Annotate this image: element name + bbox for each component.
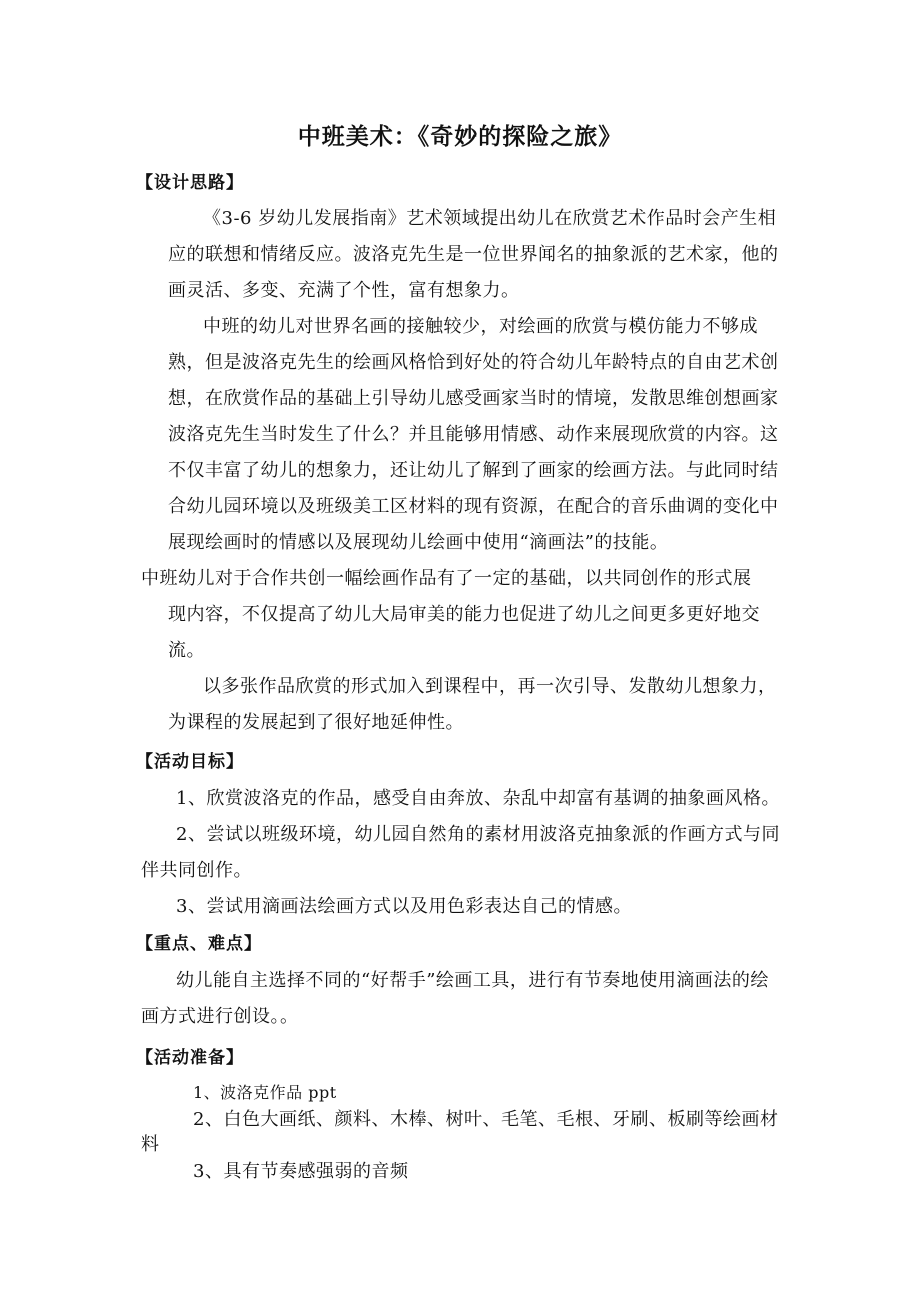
document-title: 中班美术：《奇妙的探险之旅》	[297, 124, 623, 150]
prep-line: 3、具有节奏感强弱的音频	[193, 1161, 409, 1182]
design-line: 熟，但是波洛克先生的绘画风格恰到好处的符合幼儿年龄特点的自由艺术创	[168, 352, 779, 373]
prep-line: 1、波洛克作品 ppt	[193, 1083, 337, 1102]
design-line: 不仅丰富了幼儿的想象力，还让幼儿了解到了画家的绘画方法。与此同时结	[168, 460, 779, 481]
design-line: 应的联想和情绪反应。波洛克先生是一位世界闻名的抽象派的艺术家，他的	[168, 244, 779, 265]
design-line: 画灵活、多变、充满了个性，富有想象力。	[168, 280, 520, 301]
goals-line: 伴共同创作。	[141, 860, 252, 881]
prep-line: 料	[141, 1134, 160, 1155]
design-line: 以多张作品欣赏的形式加入到课程中，再一次引导、发散幼儿想象力，	[203, 676, 777, 697]
design-line: 想，在欣赏作品的基础上引导幼儿感受画家当时的情境，发散思维创想画家	[168, 388, 779, 409]
focus-line: 幼儿能自主选择不同的“好帮手”绘画工具，进行有节奏地使用滴画法的绘	[176, 970, 769, 991]
design-line: 《3-6 岁幼儿发展指南》艺术领域提出幼儿在欣赏艺术作品时会产生相	[203, 208, 777, 229]
design-line: 中班的幼儿对世界名画的接触较少，对绘画的欣赏与模仿能力不够成	[203, 316, 758, 337]
design-line: 现内容，不仅提高了幼儿大局审美的能力也促进了幼儿之间更多更好地交	[168, 604, 760, 625]
goals-line: 2、尝试以班级环境，幼儿园自然角的素材用波洛克抽象派的作画方式与同	[176, 824, 780, 845]
design-line: 流。	[168, 640, 205, 661]
design-line: 展现绘画时的情感以及展现幼儿绘画中使用“滴画法”的技能。	[168, 532, 669, 553]
design-line: 波洛克先生当时发生了什么？并且能够用情感、动作来展现欣赏的内容。这	[168, 424, 779, 445]
section-heading-design: 【设计思路】	[136, 173, 244, 193]
section-heading-focus: 【重点、难点】	[136, 934, 262, 954]
section-heading-prep: 【活动准备】	[136, 1048, 244, 1068]
goals-line: 1、欣赏波洛克的作品，感受自由奔放、杂乱中却富有基调的抽象画风格。	[176, 788, 780, 809]
design-line: 为课程的发展起到了很好地延伸性。	[168, 712, 464, 733]
focus-line: 画方式进行创设。。	[141, 1006, 299, 1027]
design-line: 合幼儿园环境以及班级美工区材料的现有资源，在配合的音乐曲调的变化中	[168, 496, 779, 517]
goals-line: 3、尝试用滴画法绘画方式以及用色彩表达自己的情感。	[176, 896, 632, 917]
section-heading-goals: 【活动目标】	[136, 752, 244, 772]
prep-line: 2、白色大画纸、颜料、木棒、树叶、毛笔、毛根、牙刷、板刷等绘画材	[193, 1109, 779, 1130]
design-line: 中班幼儿对于合作共创一幅绘画作品有了一定的基础，以共同创作的形式展	[141, 568, 752, 589]
